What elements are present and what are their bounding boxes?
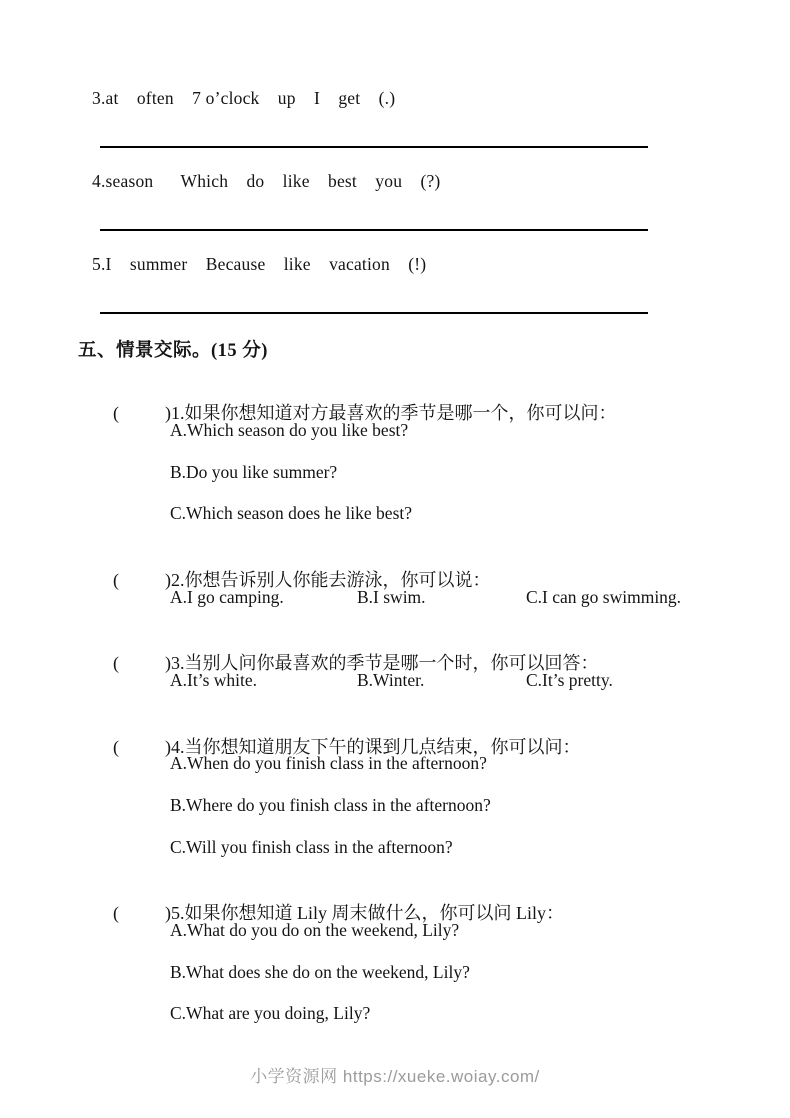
answer-blank-line-5 bbox=[100, 312, 648, 314]
rearrange-item-3: 3.at often 7 o’clock up I get (.) bbox=[92, 88, 396, 108]
rearrange-item-4: 4.season Which do like best you (?) bbox=[92, 171, 441, 191]
rearrange-item-5: 5.I summer Because like vacation (!) bbox=[92, 254, 427, 274]
question-5-option-c: C.What are you doing, Lily? bbox=[170, 1003, 371, 1023]
question-2-text: )2.你想告诉别人你能去游泳，你可以说： bbox=[165, 570, 491, 590]
question-2-options-row bbox=[170, 587, 681, 608]
question-3-text: )3.当别人问你最喜欢的季节是哪一个时，你可以回答： bbox=[165, 653, 599, 673]
question-3-options-row bbox=[170, 670, 613, 691]
answer-blank-line-3 bbox=[100, 146, 648, 148]
answer-paren-open: ( bbox=[113, 737, 119, 757]
question-4-option-b: B.Where do you finish class in the afternoon? bbox=[170, 795, 491, 815]
question-4-option-c: C.Will you finish class in the afternoon? bbox=[170, 837, 453, 857]
question-3-option-c: C.It’s pretty. bbox=[526, 670, 613, 690]
question-1-option-a: A.Which season do you like best? bbox=[170, 420, 409, 440]
question-1-option-c: C.Which season does he like best? bbox=[170, 503, 413, 523]
answer-blank-line-4 bbox=[100, 229, 648, 231]
answer-paren-open: ( bbox=[113, 653, 119, 673]
section-title: 五、情景交际。(15 分) bbox=[78, 341, 268, 361]
answer-paren-open: ( bbox=[113, 903, 119, 923]
question-3-option-b: B.Winter. bbox=[357, 670, 425, 690]
question-1-text: )1.如果你想知道对方最喜欢的季节是哪一个，你可以问： bbox=[165, 403, 617, 423]
answer-paren-open: ( bbox=[113, 403, 119, 423]
question-4-option-a: A.When do you finish class in the afternoon? bbox=[170, 753, 487, 773]
question-3-option-a: A.It’s white. bbox=[170, 670, 258, 690]
site-watermark: 小学资源网 https://xueke.woiay.com/ bbox=[250, 1067, 540, 1086]
question-2-option-c: C.I can go swimming. bbox=[526, 587, 682, 607]
question-2-option-a: A.I go camping. bbox=[170, 587, 284, 607]
question-1-option-b: B.Do you like summer? bbox=[170, 462, 338, 482]
question-2-option-b: B.I swim. bbox=[357, 587, 426, 607]
question-4-text: )4.当你想知道朋友下午的课到几点结束，你可以问： bbox=[165, 737, 581, 757]
answer-paren-open: ( bbox=[113, 570, 119, 590]
question-5-text: )5.如果你想知道 Lily 周末做什么，你可以问 Lily： bbox=[165, 903, 564, 923]
question-5-option-b: B.What does she do on the weekend, Lily? bbox=[170, 962, 470, 982]
question-5-option-a: A.What do you do on the weekend, Lily? bbox=[170, 920, 460, 940]
